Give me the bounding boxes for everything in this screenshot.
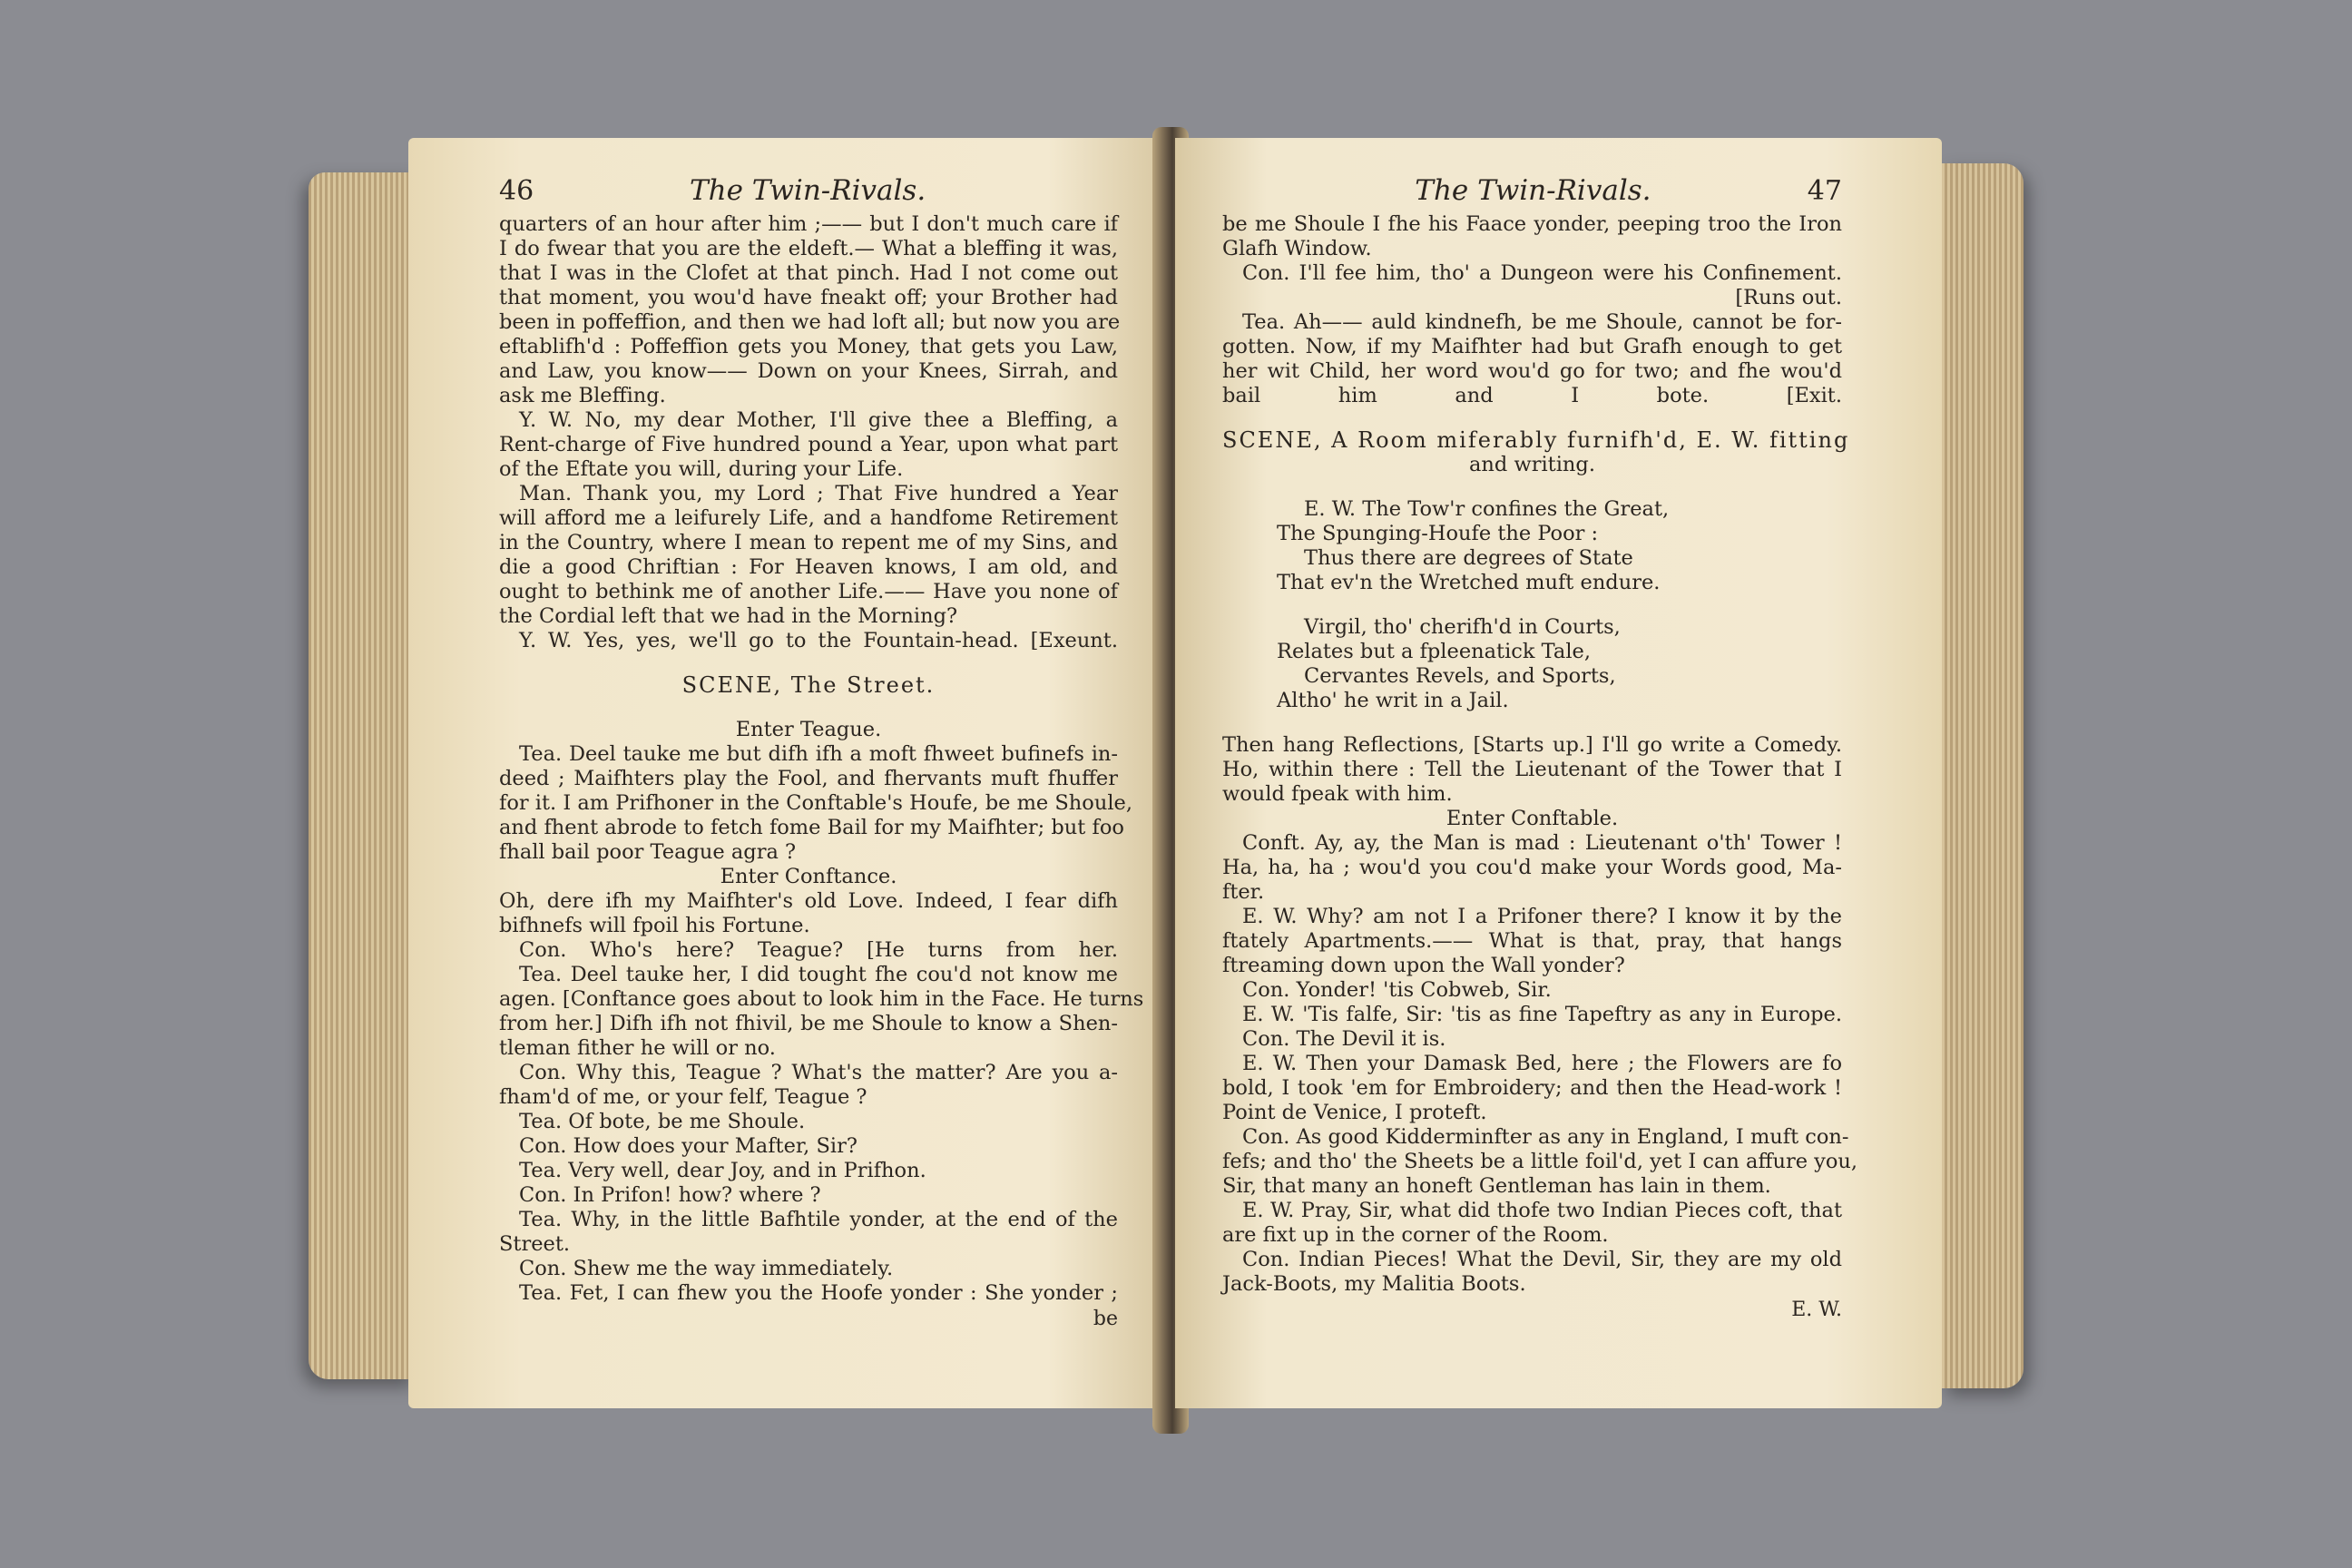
text-line: ask me Bleffing. bbox=[499, 384, 666, 407]
text-line: fefs; and tho' the Sheets be a little foil'd, yet I can affure you, bbox=[1222, 1150, 1858, 1173]
left-page-header bbox=[499, 174, 1118, 207]
text-line: Rent-charge of Five hundred pound a Year, upon what part bbox=[499, 433, 1118, 456]
right-running-title: The Twin-Rivals. bbox=[1415, 174, 1651, 207]
text-line: ftately Apartments.—— What is that, pray, that hangs bbox=[1222, 929, 1842, 953]
left-page-text bbox=[499, 212, 1144, 1306]
text-line: Tea. Fet, I can fhew you the Hoofe yonder : She yonder ; bbox=[519, 1281, 1118, 1305]
text-line: gotten. Now, if my Maifhter had but Grafh enough to get bbox=[1222, 335, 1842, 358]
text-line: Sir, that many an honeft Gentleman has lain in them. bbox=[1222, 1174, 1771, 1198]
text-line: Ha, ha, ha ; wou'd you cou'd make your Words good, Ma- bbox=[1222, 856, 1842, 879]
right-page-header bbox=[1222, 174, 1842, 207]
text-line: be me Shoule I fhe his Faace yonder, peeping troo the Iron bbox=[1222, 212, 1842, 236]
text-line: die a good Chriftian : For Heaven knows, I am old, and bbox=[499, 555, 1118, 579]
text-line: fter. bbox=[1222, 880, 1265, 904]
text-line: Tea. Of bote, be me Shoule. bbox=[519, 1110, 806, 1133]
text-line: quarters of an hour after him ;—— but I don't much care if bbox=[499, 212, 1118, 236]
open-book bbox=[309, 127, 2024, 1434]
text-line: The Spunging-Houfe the Poor : bbox=[1277, 522, 1599, 545]
text-line: that I was in the Clofet at that pinch. Had I not come out bbox=[499, 261, 1118, 285]
text-line: are fixt up in the corner of the Room. bbox=[1222, 1223, 1609, 1247]
text-line: Enter Conftable. bbox=[1446, 807, 1619, 830]
text-line: Man. Thank you, my Lord ; That Five hundred a Year bbox=[519, 482, 1118, 505]
text-line: Con. How does your Mafter, Sir? bbox=[519, 1134, 858, 1158]
text-line: Thus there are degrees of State bbox=[1304, 546, 1633, 570]
left-page-number: 46 bbox=[499, 175, 534, 207]
text-line: Tea. Deel tauke her, I did tought fhe cou'd not know me bbox=[519, 963, 1118, 986]
text-line: Cervantes Revels, and Sports, bbox=[1304, 664, 1616, 688]
text-line: from her.] Difh ifh not fhivil, be me Shoule to know a Shen- bbox=[499, 1012, 1118, 1035]
text-line: Relates but a fpleenatick Tale, bbox=[1277, 640, 1592, 663]
text-line: I do fwear that you are the eldeft.— What a bleffing it was, bbox=[499, 237, 1118, 260]
text-line: bifhnefs will fpoil his Fortune. bbox=[499, 914, 810, 937]
text-line: Con. Shew me the way immediately. bbox=[519, 1257, 894, 1280]
text-line: fhall bail poor Teague agra ? bbox=[499, 840, 797, 864]
text-line: Then hang Reflections, [Starts up.] I'll go write a Comedy. bbox=[1222, 733, 1842, 757]
text-line: E. W. 'Tis falfe, Sir: 'tis as fine Tapeftry as any in Europe. bbox=[1242, 1003, 1842, 1026]
left-page bbox=[408, 138, 1161, 1408]
text-line: ftreaming down upon the Wall yonder? bbox=[1222, 954, 1625, 977]
text-line: That ev'n the Wretched muft endure. bbox=[1277, 571, 1661, 594]
text-line: Con. In Prifon! how? where ? bbox=[519, 1183, 821, 1207]
text-line: and writing. bbox=[1469, 453, 1595, 476]
text-line: bold, I took 'em for Embroidery; and then the Head-work ! bbox=[1222, 1076, 1842, 1100]
text-line: Con. Yonder! 'tis Cobweb, Sir. bbox=[1242, 978, 1552, 1002]
right-page-number: 47 bbox=[1807, 175, 1842, 207]
text-line: E. W. The Tow'r confines the Great, bbox=[1304, 497, 1670, 521]
spacer bbox=[1222, 595, 1842, 615]
text-line: Con. As good Kidderminfter as any in England, I muft con- bbox=[1242, 1125, 1849, 1149]
text-line: and Law, you know—— Down on your Knees, Sirrah, and bbox=[499, 359, 1118, 383]
text-line: Altho' he writ in a Jail. bbox=[1277, 689, 1509, 712]
text-line: [Runs out. bbox=[1735, 286, 1842, 309]
text-line: SCENE, The Street. bbox=[681, 672, 936, 698]
text-line: will afford me a leifurely Life, and a handfome Retirement bbox=[499, 506, 1118, 530]
text-line: deed ; Maifhters play the Fool, and fhervants muft fhuffer bbox=[499, 767, 1118, 790]
text-line: Enter Teague. bbox=[735, 718, 882, 741]
text-line: that moment, you wou'd have fneakt off; your Brother had bbox=[499, 286, 1118, 309]
text-line: tleman fither he will or no. bbox=[499, 1036, 776, 1060]
text-line: Tea. Why, in the little Bafhtile yonder, at the end of the bbox=[519, 1208, 1118, 1231]
spacer bbox=[1222, 477, 1842, 497]
text-line: Con. I'll fee him, tho' a Dungeon were his Confinement. bbox=[1242, 261, 1842, 285]
text-line: Jack-Boots, my Malitia Boots. bbox=[1222, 1272, 1526, 1296]
text-line: of the Eftate you will, during your Life. bbox=[499, 457, 904, 481]
text-line: Tea. Ah—— auld kindnefh, be me Shoule, cannot be for- bbox=[1242, 310, 1842, 334]
right-page-edges bbox=[1942, 163, 2024, 1388]
spacer bbox=[499, 653, 1118, 673]
text-line: ought to bethink me of another Life.—— Have you none of bbox=[499, 580, 1118, 603]
text-line: been in poffeffion, and then we had loft all; but now you are bbox=[499, 310, 1121, 334]
text-line: would fpeak with him. bbox=[1222, 782, 1453, 806]
text-line: Oh, dere ifh my Maifhter's old Love. Indeed, I fear difh bbox=[499, 889, 1118, 913]
left-running-title: The Twin-Rivals. bbox=[689, 174, 926, 207]
text-line: Conft. Ay, ay, the Man is mad : Lieutenant o'th' Tower ! bbox=[1242, 831, 1842, 855]
text-line: Street. bbox=[499, 1232, 571, 1256]
text-line: E. W. Then your Damask Bed, here ; the Flowers are fo bbox=[1242, 1052, 1842, 1075]
text-line: and fhent abrode to fetch fome Bail for my Maifhter; but foo bbox=[499, 816, 1124, 839]
text-line: Tea. Deel tauke me but difh ifh a moft fhweet bufinefs in- bbox=[519, 742, 1118, 766]
text-line: bail him and I bote. [Exit. bbox=[1222, 384, 1842, 407]
left-catchword: be bbox=[1093, 1308, 1118, 1330]
right-page bbox=[1175, 138, 1942, 1408]
text-line: Y. W. Yes, yes, we'll go to the Fountain-head. [Exeunt. bbox=[519, 629, 1118, 652]
right-catchword: E. W. bbox=[1791, 1298, 1842, 1321]
right-page-text bbox=[1222, 212, 1858, 1297]
text-line: for it. I am Prifhoner in the Conftable's Houfe, be me Shoule, bbox=[499, 791, 1132, 815]
spacer bbox=[1222, 713, 1842, 733]
text-line: Con. Why this, Teague ? What's the matter? Are you a- bbox=[519, 1061, 1118, 1084]
spacer bbox=[499, 698, 1118, 718]
spacer bbox=[1222, 408, 1842, 428]
text-line: Glafh Window. bbox=[1222, 237, 1372, 260]
text-line: Point de Venice, I proteft. bbox=[1222, 1101, 1487, 1124]
text-line: Con. The Devil it is. bbox=[1242, 1027, 1446, 1051]
left-page-edges bbox=[309, 172, 417, 1379]
text-line: fham'd of me, or your felf, Teague ? bbox=[499, 1085, 867, 1109]
text-line: Ho, within there : Tell the Lieutenant of the Tower that I bbox=[1222, 758, 1842, 781]
text-line: Con. Indian Pieces! What the Devil, Sir, they are my old bbox=[1242, 1248, 1842, 1271]
text-line: her wit Child, her word wou'd go for two; and fhe wou'd bbox=[1222, 359, 1842, 383]
text-line: Virgil, tho' cherifh'd in Courts, bbox=[1304, 615, 1621, 639]
text-line: agen. [Conftance goes about to look him in the Face. He turns bbox=[499, 987, 1144, 1011]
text-line: the Cordial left that we had in the Morning? bbox=[499, 604, 958, 628]
text-line: SCENE, A Room miferably furnifh'd, E. W. fitting bbox=[1222, 427, 1850, 453]
text-line: eftablifh'd : Poffeffion gets you Money, that gets you Law, bbox=[499, 335, 1118, 358]
text-line: Con. Who's here? Teague? [He turns from her. bbox=[519, 938, 1118, 962]
text-line: E. W. Pray, Sir, what did thofe two Indian Pieces coft, that bbox=[1242, 1199, 1842, 1222]
text-line: E. W. Why? am not I a Prifoner there? I know it by the bbox=[1242, 905, 1842, 928]
text-line: Enter Conftance. bbox=[720, 865, 897, 888]
text-line: Tea. Very well, dear Joy, and in Prifhon. bbox=[519, 1159, 926, 1182]
text-line: in the Country, where I mean to repent me of my Sins, and bbox=[499, 531, 1118, 554]
text-line: Y. W. No, my dear Mother, I'll give thee a Bleffing, a bbox=[519, 408, 1118, 432]
